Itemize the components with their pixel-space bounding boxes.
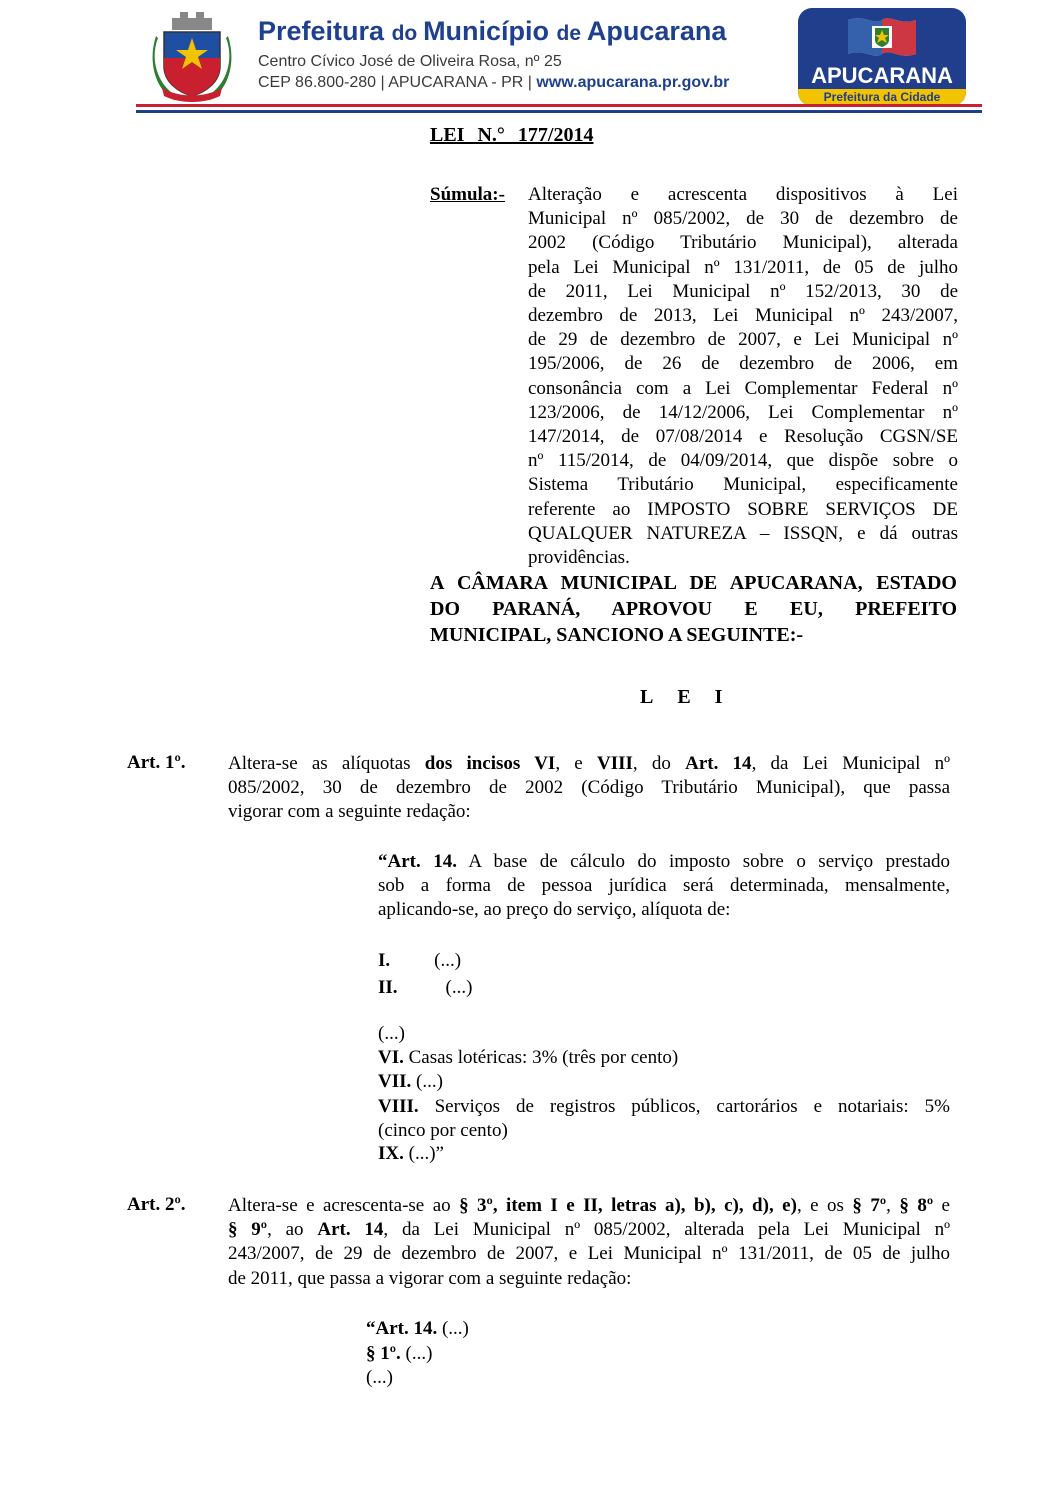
header-title: Prefeitura do Município de Apucarana (258, 16, 727, 46)
sumula-line: referente ao IMPOSTO SOBRE SERVIÇOS DE (528, 498, 958, 520)
art2-quote-line1: “Art. 14. (...) (366, 1318, 469, 1339)
logo-subtitle: Prefeitura da Cidade (823, 90, 941, 104)
lei-heading: LEI (640, 686, 747, 708)
sumula-line: 195/2006, de 26 de dezembro de 2006, em (528, 353, 958, 375)
enactment-line: DO PARANÁ, APROVOU E EU, PREFEITO (430, 598, 957, 620)
sumula-line: Municipal nº 085/2002, de 30 de dezembro de (528, 208, 958, 230)
sumula-line: nº 115/2014, de 04/09/2014, que dispõe sobre o (528, 450, 958, 472)
sumula-label: Súmula:- (430, 184, 505, 205)
logo-name: APUCARANA (811, 63, 953, 88)
municipal-crest-icon (150, 8, 234, 104)
enactment-line: A CÂMARA MUNICIPAL DE APUCARANA, ESTADO (430, 572, 957, 594)
sumula-line: pela Lei Municipal nº 131/2011, de 05 de julho (528, 256, 958, 278)
enactment-clause (430, 570, 957, 648)
sumula-line: Alteração e acrescenta dispositivos à Lei (528, 184, 958, 205)
apucarana-city-logo (798, 8, 966, 106)
art2-quote-line2: § 1º. (...) (366, 1343, 433, 1364)
sumula-line: providências. (528, 547, 630, 569)
inciso-ii: II. (...) (378, 977, 473, 998)
header-website-link: www.apucarana.pr.gov.br (536, 74, 730, 91)
art1-text: Altera-se as alíquotas dos incisos VI, e VIII, do Art. 14, da Lei Municipal nº 085/2002, 30 de dezembro de 2002 (Código Tributário Municipal), que passa vigorar com a seguinte redação: (228, 753, 950, 823)
sumula-line: 2002 (Código Tributário Municipal), alterada (528, 232, 958, 254)
sumula-line: de 29 de dezembro de 2007, e Lei Municipal nº (528, 329, 958, 351)
sumula-line: 123/2006, de 14/12/2006, Lei Complementar nº (528, 401, 958, 423)
sumula-line: QUALQUER NATUREZA – ISSQN, e dá outras (528, 522, 958, 544)
sumula-text (528, 183, 958, 570)
art2-text: Altera-se e acrescenta-se ao § 3º, item I e II, letras a), b), c), d), e), e os § 7º, § 8º e § 9º, ao Art. 14, da Lei Municipal nº 085/2002, alterada pela Lei Municipal nº 243/2007, de 29 de dezembro de 2007, e Lei Municipal nº 131/2011, de 05 de julho de 2011, que passa a vigorar com a seguinte redação: (228, 1195, 951, 1289)
enactment-line: MUNICIPAL, SANCIONO A SEGUINTE:- (430, 624, 804, 646)
header-address-line2: CEP 86.800-280 | APUCARANA - PR | www.apucarana.pr.gov.br (258, 74, 730, 91)
inciso-viii: VIII. Serviços de registros públicos, cartorários e notariais: 5% (cinco por cento) (378, 1096, 950, 1142)
art2-label: Art. 2º. (127, 1194, 186, 1215)
sumula-line: 147/2014, de 07/08/2014 e Resolução CGSN/SE (528, 426, 958, 448)
art1-label: Art. 1º. (127, 752, 186, 773)
header-address-line1: Centro Cívico José de Oliveira Rosa, nº 25 (258, 53, 562, 70)
sumula-line: de 2011, Lei Municipal nº 152/2013, 30 de (528, 280, 958, 302)
header-divider (136, 104, 982, 113)
sumula-line: consonância com a Lei Complementar Federal nº (528, 377, 958, 399)
city-flag-icon (844, 14, 920, 62)
sumula-line: dezembro de 2013, Lei Municipal nº 243/2007, (528, 305, 958, 327)
sumula-line: Sistema Tributário Municipal, especificamente (528, 474, 958, 496)
art2-quote-line3: (...) (366, 1367, 393, 1388)
inciso-i: I. (...) (378, 950, 462, 971)
inciso-vii: VII. (...) (378, 1071, 443, 1092)
ellipsis-line: (...) (378, 1023, 405, 1044)
art14-quote: “Art. 14. A base de cálculo do imposto sobre o serviço prestado sob a forma de pessoa jurídica será determinada, mensalmente, aplicando-se, ao preço do serviço, alíquota de: (378, 851, 951, 921)
law-title: LEI N.° 177/2014 (430, 124, 594, 146)
inciso-ix: IX. (...)” (378, 1143, 444, 1164)
inciso-vi: VI. Casas lotéricas: 3% (três por cento) (378, 1047, 679, 1068)
